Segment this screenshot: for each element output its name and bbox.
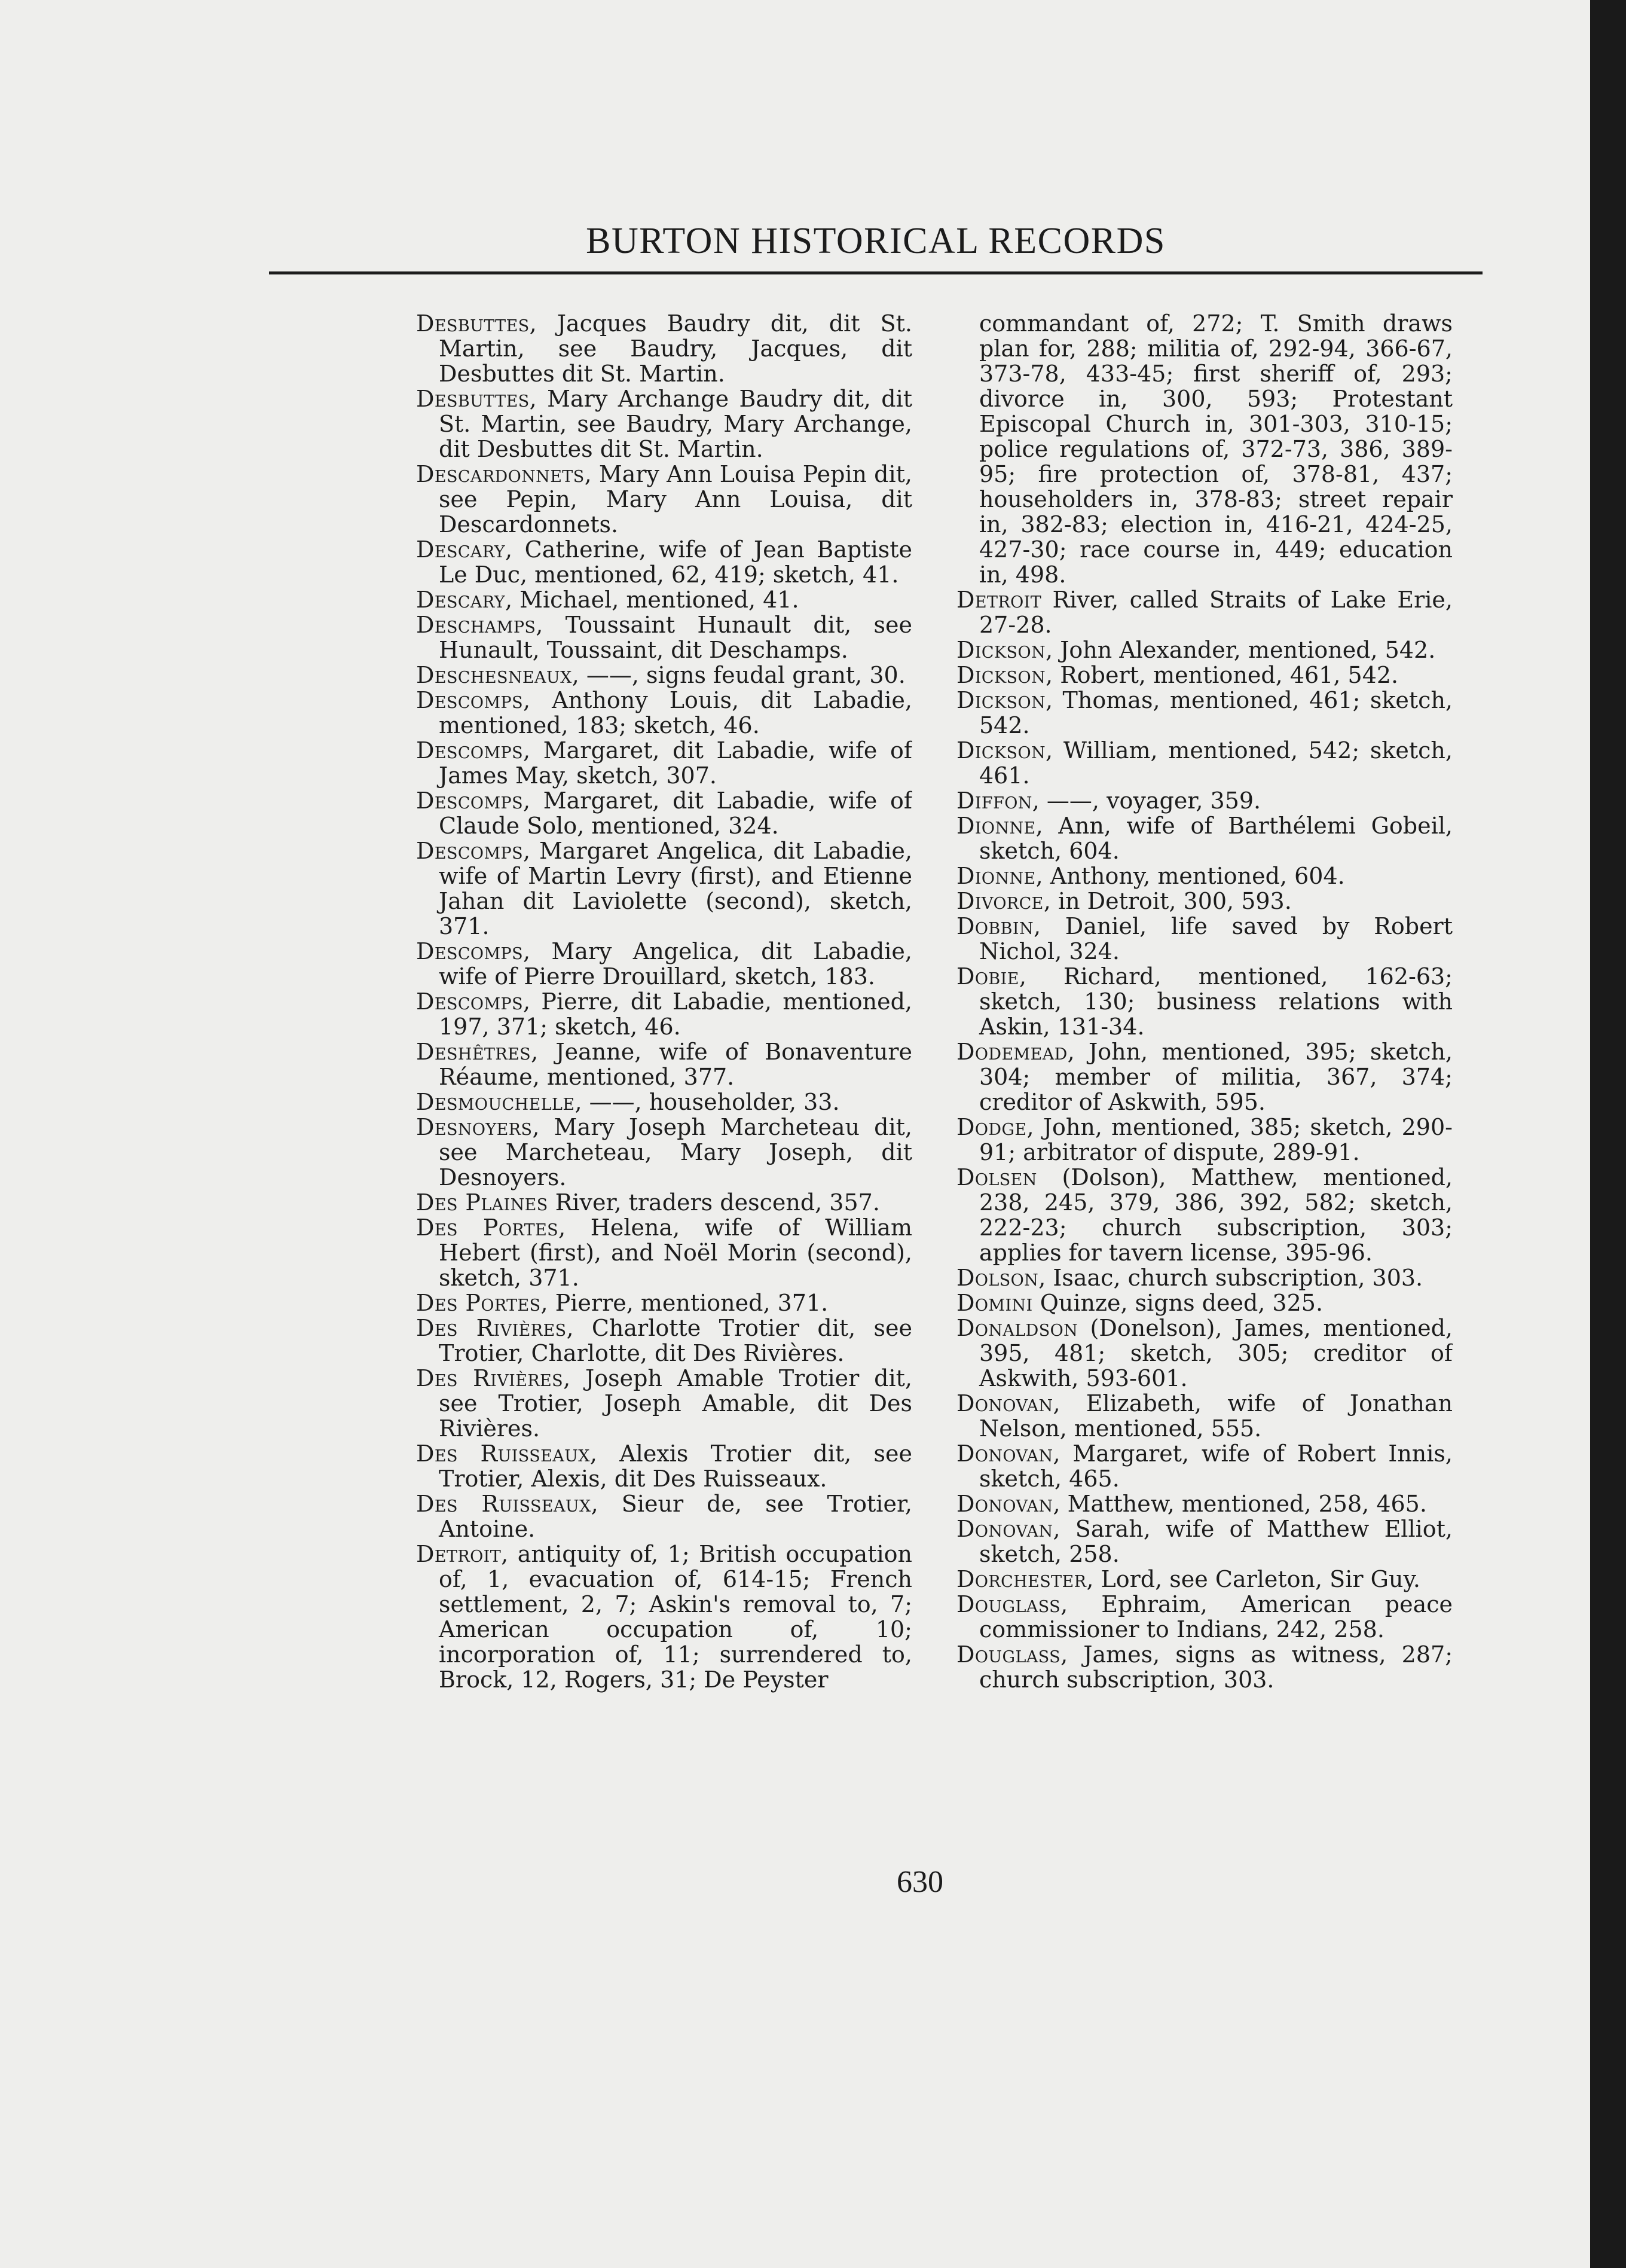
entry-headword: Douglass xyxy=(956,1591,1061,1617)
entry-headword: Desmouchelle xyxy=(416,1089,575,1115)
index-entry xyxy=(416,587,912,612)
index-entry xyxy=(416,989,912,1039)
entry-text: , Ephraim, American peace commissioner to Indians, 242, 258. xyxy=(979,1591,1453,1643)
entry-headword: Douglass xyxy=(956,1641,1061,1668)
page-number: 630 xyxy=(897,1865,943,1899)
entry-text: , Helena, wife of William Hebert (first), and Noël Morin (second), sketch, 371. xyxy=(439,1214,912,1291)
entry-headword: Dionne xyxy=(956,863,1036,889)
entry-text: , Margaret, wife of Robert Innis, sketch, 465. xyxy=(979,1440,1453,1492)
entry-headword: Descomps xyxy=(416,687,523,713)
entry-headword: Dodemead xyxy=(956,1039,1068,1065)
index-entry xyxy=(416,462,912,537)
entry-headword: Deschesneaux xyxy=(416,662,572,688)
entry-text: commandant of, 272; T. Smith draws plan for, 288; militia of, 292-94, 366-67, 373-78, 433-45; first sheriff of, 293; divorce in, 300, 593; Protestant Episcopal Church in, 301-303, 310-15; police regulations of, 372-73, 386, 389-95; fire protection of, 378-81, 437; householders in, 378-83; street repair in, 382-83; election in, 416-21, 424-25, 427-30; race course in, 449; education in, 498. xyxy=(979,311,1453,588)
index-column-right xyxy=(956,311,1453,1866)
index-entry xyxy=(956,813,1453,863)
entry-headword: Descary xyxy=(416,587,505,613)
entry-text: , Richard, mentioned, 162-63; sketch, 130; business relations with Askin, 131-34. xyxy=(979,963,1453,1040)
index-entry xyxy=(956,1491,1453,1516)
entry-text: , Elizabeth, wife of Jonathan Nelson, mentioned, 555. xyxy=(979,1390,1453,1442)
index-entry xyxy=(956,1516,1453,1567)
entry-headword: Des Plaines xyxy=(416,1189,548,1216)
index-entry xyxy=(416,1190,912,1215)
index-entry xyxy=(956,964,1453,1039)
entry-text: , Sarah, wife of Matthew Elliot, sketch, 258. xyxy=(979,1516,1453,1567)
entry-headword: Divorce xyxy=(956,888,1044,914)
index-entry xyxy=(416,939,912,989)
entry-headword: Dickson xyxy=(956,662,1046,688)
entry-text: , John, mentioned, 395; sketch, 304; member of militia, 367, 374; creditor of Askwith, 595. xyxy=(979,1039,1453,1115)
entry-headword: Desbuttes xyxy=(416,386,530,412)
index-entry xyxy=(416,1039,912,1089)
entry-headword: Dodge xyxy=(956,1114,1027,1140)
index-entry xyxy=(956,1567,1453,1592)
index-entry xyxy=(956,1642,1453,1692)
entry-headword: Dickson xyxy=(956,737,1046,764)
entry-text: , Pierre, dit Labadie, mentioned, 197, 371; sketch, 46. xyxy=(439,988,912,1040)
entry-text: , Isaac, church subscription, 303. xyxy=(1038,1265,1423,1291)
index-entry xyxy=(416,688,912,738)
entry-text: , Margaret, dit Labadie, wife of Claude Solo, mentioned, 324. xyxy=(439,787,912,839)
entry-headword: Donovan xyxy=(956,1390,1053,1417)
entry-text: , Catherine, wife of Jean Baptiste Le Duc, mentioned, 62, 419; sketch, 41. xyxy=(439,536,912,588)
entry-headword: Detroit xyxy=(416,1541,502,1567)
entry-headword: Dobbin xyxy=(956,913,1034,939)
entry-text: , Joseph Amable Trotier dit, see Trotier, Joseph Amable, dit Des Rivières. xyxy=(439,1365,912,1442)
entry-text: River, called Straits of Lake Erie, 27-28. xyxy=(979,587,1453,638)
entry-headword: Descardonnets xyxy=(416,461,585,487)
index-entry xyxy=(416,788,912,838)
index-entry xyxy=(416,537,912,587)
entry-text: , Alexis Trotier dit, see Trotier, Alexis, dit Des Ruisseaux. xyxy=(439,1440,912,1492)
entry-headword: Diffon xyxy=(956,787,1032,814)
entry-text: , Ann, wife of Barthélemi Gobeil, sketch, 604. xyxy=(979,813,1453,864)
index-column-left xyxy=(416,311,912,1866)
entry-text: , Michael, mentioned, 41. xyxy=(505,587,799,613)
index-entry xyxy=(956,637,1453,663)
entry-headword: Des Ruisseaux xyxy=(416,1491,591,1517)
entry-text: , Margaret, dit Labadie, wife of James May, sketch, 307. xyxy=(439,737,912,789)
entry-text: , Thomas, mentioned, 461; sketch, 542. xyxy=(979,687,1453,738)
entry-text: , Daniel, life saved by Robert Nichol, 324. xyxy=(979,913,1453,964)
entry-headword: Dobie xyxy=(956,963,1019,990)
entry-headword: Dorchester xyxy=(956,1566,1087,1592)
entry-headword: Deshêtres xyxy=(416,1039,531,1065)
index-entry xyxy=(956,1441,1453,1491)
entry-text: , ——, householder, 33. xyxy=(574,1089,840,1115)
entry-headword: Descomps xyxy=(416,838,523,864)
index-entry xyxy=(416,612,912,663)
entry-text: , Sieur de, see Trotier, Antoine. xyxy=(439,1491,912,1542)
index-entry xyxy=(416,1441,912,1491)
index-entry xyxy=(956,738,1453,788)
index-entry xyxy=(956,1265,1453,1290)
index-entry xyxy=(956,1165,1453,1265)
entry-text: , Charlotte Trotier dit, see Trotier, Charlotte, dit Des Rivières. xyxy=(439,1315,912,1366)
index-entry xyxy=(956,914,1453,964)
entry-text: , John Alexander, mentioned, 542. xyxy=(1046,637,1436,663)
index-entry xyxy=(416,1290,912,1315)
entry-text: (Donelson), James, mentioned, 395, 481; sketch, 305; creditor of Askwith, 593-601. xyxy=(979,1315,1453,1391)
index-entry xyxy=(416,311,912,386)
index-entry xyxy=(416,1366,912,1441)
entry-headword: Donovan xyxy=(956,1440,1053,1467)
entry-headword: Dickson xyxy=(956,637,1046,663)
index-entry xyxy=(416,738,912,788)
entry-headword: Donovan xyxy=(956,1491,1053,1517)
entry-text: , in Detroit, 300, 593. xyxy=(1043,888,1292,914)
running-head: BURTON HISTORICAL RECORDS xyxy=(586,221,1166,261)
entry-text: , Mary Angelica, dit Labadie, wife of Pierre Drouillard, sketch, 183. xyxy=(439,938,912,990)
entry-text: , antiquity of, 1; British occupation of, 1, evacuation of, 614-15; French settlement, 2, 7; Askin's removal to, 7; American occupation of, 10; incorporation of, 11; surrendered to, Brock, 12, Rogers, 31; De Peyster xyxy=(439,1541,912,1693)
entry-headword: Dickson xyxy=(956,687,1046,713)
index-entry xyxy=(956,863,1453,889)
entry-text: , ——, signs feudal grant, 30. xyxy=(571,662,906,688)
entry-text: , Jeanne, wife of Bonaventure Réaume, mentioned, 377. xyxy=(439,1039,912,1090)
index-entry xyxy=(416,663,912,688)
index-entry xyxy=(956,1290,1453,1315)
index-entry xyxy=(416,1541,912,1692)
index-entry xyxy=(956,1391,1453,1441)
entry-headword: Descomps xyxy=(416,737,523,764)
entry-headword: Des Ruisseaux xyxy=(416,1440,590,1467)
entry-headword: Des Rivières xyxy=(416,1315,567,1341)
entry-headword: Desbuttes xyxy=(416,311,530,337)
entry-text: , Jacques Baudry dit, dit St. Martin, see Baudry, Jacques, dit Desbuttes dit St. Martin. xyxy=(439,311,912,387)
entry-text: , Pierre, mentioned, 371. xyxy=(540,1290,829,1316)
index-entry xyxy=(416,1315,912,1366)
entry-text: , Anthony, mentioned, 604. xyxy=(1035,863,1345,889)
index-entry xyxy=(956,688,1453,738)
header-rule xyxy=(269,271,1483,274)
index-entry xyxy=(956,1592,1453,1642)
index-entry xyxy=(416,1115,912,1190)
entry-text: , Matthew, mentioned, 258, 465. xyxy=(1053,1491,1427,1517)
entry-headword: Descomps xyxy=(416,787,523,814)
entry-text: , Mary Joseph Marcheteau dit, see Marcheteau, Mary Joseph, dit Desnoyers. xyxy=(439,1114,912,1191)
entry-text: , John, mentioned, 385; sketch, 290-91; arbitrator of dispute, 289-91. xyxy=(979,1114,1453,1165)
entry-headword: Des Portes xyxy=(416,1214,559,1241)
entry-headword: Descary xyxy=(416,536,505,563)
index-entry xyxy=(956,311,1453,587)
index-entry xyxy=(956,1315,1453,1391)
entry-headword: Donovan xyxy=(956,1516,1053,1542)
entry-text: , Robert, mentioned, 461, 542. xyxy=(1046,662,1399,688)
entry-headword: Dolsen xyxy=(956,1164,1037,1191)
entry-text: River, traders descend, 357. xyxy=(548,1189,880,1216)
index-entry xyxy=(416,1215,912,1290)
entry-headword: Detroit xyxy=(956,587,1042,613)
entry-text: , ——, voyager, 359. xyxy=(1032,787,1261,814)
entry-text: , James, signs as witness, 287; church subscription, 303. xyxy=(979,1641,1453,1693)
index-entry xyxy=(416,386,912,462)
index-entry xyxy=(416,838,912,939)
index-entry xyxy=(956,663,1453,688)
index-entry xyxy=(416,1491,912,1541)
entry-headword: Descomps xyxy=(416,988,523,1015)
entry-text: , Anthony Louis, dit Labadie, mentioned, 183; sketch, 46. xyxy=(439,687,912,738)
entry-text: Quinze, signs deed, 325. xyxy=(1032,1290,1324,1316)
entry-headword: Descomps xyxy=(416,938,523,964)
index-entry xyxy=(956,889,1453,914)
index-entry xyxy=(956,1115,1453,1165)
entry-headword: Desnoyers xyxy=(416,1114,533,1140)
index-entry xyxy=(416,1089,912,1115)
entry-text: , Mary Archange Baudry dit, dit St. Martin, see Baudry, Mary Archange, dit Desbuttes dit St. Martin. xyxy=(439,386,912,462)
index-entry xyxy=(956,788,1453,813)
index-entry xyxy=(956,587,1453,637)
entry-text: (Dolson), Matthew, mentioned, 238, 245, 379, 386, 392, 582; sketch, 222-23; church subscription, 303; applies for tavern license, 395-96. xyxy=(979,1164,1453,1266)
entry-text: , Mary Ann Louisa Pepin dit, see Pepin, Mary Ann Louisa, dit Descardonnets. xyxy=(439,461,912,538)
index-entry xyxy=(956,1039,1453,1115)
entry-headword: Domini xyxy=(956,1290,1033,1316)
entry-headword: Dionne xyxy=(956,813,1036,839)
entry-headword: Des Rivières xyxy=(416,1365,564,1391)
entry-text: , Lord, see Carleton, Sir Guy. xyxy=(1086,1566,1420,1592)
entry-text: , Toussaint Hunault dit, see Hunault, Toussaint, dit Deschamps. xyxy=(439,612,912,663)
entry-headword: Deschamps xyxy=(416,612,536,638)
entry-text: , Margaret Angelica, dit Labadie, wife of Martin Levry (first), and Etienne Jahan dit Laviolette (second), sketch, 371. xyxy=(439,838,912,939)
entry-headword: Donaldson xyxy=(956,1315,1078,1341)
entry-text: , William, mentioned, 542; sketch, 461. xyxy=(979,737,1453,789)
entry-headword: Dolson xyxy=(956,1265,1039,1291)
entry-headword: Des Portes xyxy=(416,1290,541,1316)
